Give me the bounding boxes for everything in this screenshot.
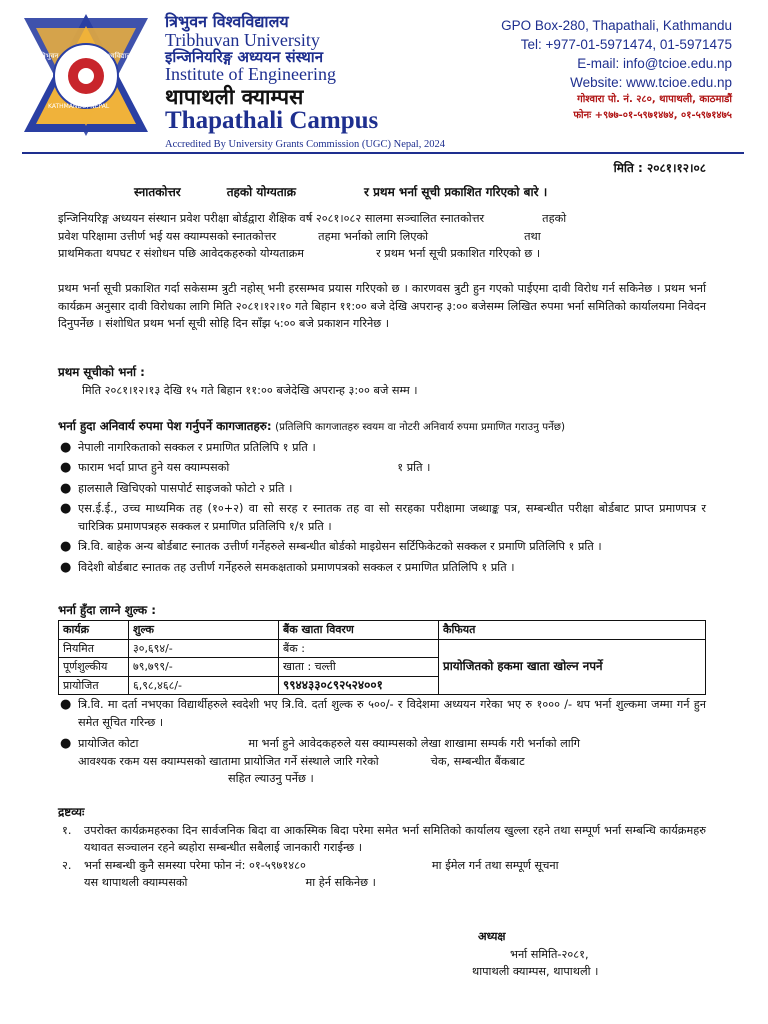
intro-line-2a: प्रवेश परिक्षामा उत्तीर्ण भई यस क्याम्पसको स्नातकोत्तर: [58, 229, 277, 243]
intro-line-1a: इन्जिनियरिङ्ग अध्ययन संस्थान प्रवेश परीक्षा बोर्डद्वारा शैक्षिक वर्ष २०८१।०८२ सालमा सञ्चालित स्नातकोत्तर: [58, 212, 485, 225]
notice-date: मिति : २०८१।१२।०८: [613, 161, 706, 175]
signature-block: [472, 928, 598, 981]
list-item: ● त्रि.वि. मा दर्ता नभएका विद्यार्थीहरुले स्वदेशी भए त्रि.वि. दर्ता शुल्क रु ५००/- र विदेशमा अध्ययन गरेका भए रु १००० /- थप भर्ना शुल्कमा जम्मा गर्न हुन समेत सूचित गरिन्छ ।: [60, 697, 706, 729]
phone-numbers-np: फोनः +९७७-०१-५९७१४७४, ०१-५९७१४७५: [573, 110, 732, 121]
fee-table-header: [59, 621, 706, 640]
email-link[interactable]: E-mail: info@tcioe.edu.np: [577, 56, 732, 71]
first-list-heading: प्रथम सूचीको भर्ना :: [58, 365, 145, 379]
university-name-en: Tribhuvan University: [165, 29, 320, 50]
letterhead: [0, 0, 768, 152]
first-list-section: [58, 364, 706, 399]
notes-heading: द्रष्टव्यः: [58, 805, 85, 819]
subject-part-2: तहको योग्यताक्र: [226, 185, 296, 199]
institute-name-np: इन्जिनियरिङ्ग अध्ययन संस्थान: [165, 47, 324, 66]
col-fee: शुल्क: [129, 621, 279, 640]
bank-account-number: ९९४४३३०८९२५२४००१: [279, 676, 439, 695]
institution-block: [165, 14, 465, 150]
documents-list: [58, 439, 706, 577]
postal-address-np: गोश्वारा पो. नं. २८०, थापाथली, काठमाडौं: [577, 94, 732, 105]
subject-part-1: स्नातकोत्तर: [134, 185, 181, 199]
fees-heading: भर्ना हुँदा लाग्ने शुल्क :: [58, 603, 156, 617]
claims-paragraph: प्रथम भर्ना सूची प्रकाशित गर्दा सकेसम्म त्रुटी नहोस् भनी हरसम्भव प्रयास गरिएको छ । कारणवस त्रुटी हुन गएको पाईएमा दावी विरोध गर्न सकिनेछ । प्रथम भर्ना कार्यक्रम अनुसार दावी विरोधका लागि मिति २०८१।१२।१० गते बिहान ११:०० बजे देखि अपरान्ह ३:०० बजेसम्म लिखित रुपमा भर्ना समितिको कार्यालयमा निवेदन दिनुपर्नेछ । संशोधित प्रथम भर्ना सूची सोहि दिन साँझ ५:०० बजे प्रकाशन गरिनेछ ।: [58, 282, 706, 330]
header-divider: [22, 152, 744, 154]
campus-name-np: थापाथली क्याम्पस: [165, 85, 304, 110]
institute-name-en: Institute of Engineering: [165, 64, 336, 85]
fee-remark: प्रायोजितको हकमा खाता खोल्न नपर्ने: [439, 639, 706, 695]
notes-section: [58, 804, 706, 892]
documents-heading: भर्ना हुदा अनिवार्य रुपमा पेश गर्नुपर्ने कागजातहरु:: [58, 419, 272, 433]
intro-line-3a: प्राथमिकता थपघट र संशोधन पछि आवेदकहरुको योग्यताक्रम: [58, 247, 305, 260]
subject-part-3: र प्रथम भर्ना सूची प्रकाशित गरिएको बारे ।: [364, 185, 548, 199]
documents-note: (प्रतिलिपि कागजातहरु स्वयम वा नोटरी अनिवार्य रुपमा प्रमाणित गराउनु पर्नेछ): [275, 421, 565, 433]
list-item: ● नेपाली नागरिकताको सक्कल र प्रमाणित प्रतिलिपि १ प्रति ।: [60, 439, 316, 455]
table-row: नियमित ३०,६९४/- बैंक : प्रायोजितको हकमा खाता खोल्न नपर्ने: [59, 639, 706, 658]
intro-line-3b: र प्रथम भर्ना सूची प्रकाशित गरिएको छ ।: [376, 247, 541, 260]
signatory-title: अध्यक्ष: [478, 930, 506, 943]
first-list-schedule: मिति २०८१।१२।१३ देखि १५ गते बिहान ११:०० बजेदेखि अपरान्ह ३:०० बजे सम्म ।: [82, 383, 418, 397]
logo-text-right: विश्वविद्यालय: [102, 52, 136, 60]
list-item: ● एस.ई.ई., उच्च माध्यमिक तह (१०+२) वा सो सरह र स्नातक तह वा सो सरहका परीक्षामा जब्धाङ्क पत्र, सम्बन्धीत परीक्षा बोर्डबाट प्राप्त प्रमाणपत्र र चारित्रिक प्रमाणपत्रहरु सक्कल र प्रमाणित प्रतिलिपि १/१ प्रति ।: [60, 501, 706, 533]
list-item: ● प्रायोजित कोटा मा भर्ना हुने आवेदकहरुले यस क्याम्पसको लेखा शाखामा सम्पर्क गरी भर्नाको लागि आवश्यक रकम यस क्याम्पसको खातामा प्रायोजित गर्ने संस्थाले जारि गरेको चेक, सम्बन्धीत बैंकबाट सहित ल्याउनु पर्नेछ ।: [60, 736, 581, 785]
phone-numbers: Tel: +977-01-5971474, 01-5971475: [520, 37, 732, 52]
university-name-np: त्रिभुवन विश्वविद्यालय: [165, 12, 289, 31]
list-item: ● विदेशी बोर्डबाट स्नातक तह उत्तीर्ण गर्नेहरुले समकक्षताको प्रमाणपत्रको सक्कल र प्रमाणित प्रतिलिपि १ प्रति ।: [60, 559, 515, 575]
accreditation-text: Accredited By University Grants Commission (UGC) Nepal, 2024: [165, 138, 445, 150]
list-item: २. भर्ना सम्बन्धी कुनै समस्या परेमा फोन नं: ०१-५९७१४८० मा ईमेल गर्न तथा सम्पूर्ण सूचना यस थापाथली क्याम्पसको मा हेर्न सकिनेछ ।: [62, 858, 559, 889]
list-item: १. उपरोक्त कार्यक्रमहरुका दिन सार्वजनिक बिदा वा आकस्मिक बिदा परेमा समेत भर्ना समितिको कार्यालय खुल्ला रहने तथा सम्पूर्ण भर्ना सम्बन्धि कार्यक्रमहरु यथावत सञ्चालन रहने ब्यहोरा सम्बन्धीत सबैलाई जानकारी गराईन्छ ।: [62, 823, 706, 854]
fee-notes: [58, 696, 706, 791]
list-item: ● त्रि.वि. बाहेक अन्य बोर्डबाट स्नातक उत्तीर्ण गर्नेहरुले सम्बन्धीत बोर्डको माइग्रेसन सर्टिफिकेटको सक्कल र प्रमाणि प्रतिलिपि १ प्रति ।: [60, 539, 602, 554]
postal-address: GPO Box-280, Thapathali, Kathmandu: [501, 18, 732, 33]
intro-line-2c: तथा: [524, 229, 541, 243]
list-item: ● हालसालै खिचिएको पासपोर्ट साइजको फोटो २ प्रति ।: [60, 480, 293, 496]
intro-line-1b: तहको: [542, 212, 567, 225]
col-program: कार्यक्र: [59, 621, 129, 640]
campus-name-en: Thapathali Campus: [165, 107, 379, 135]
table-row: प्रायोजित ६,९८,४६८/- ९९४४३३०८९२५२४००१: [59, 676, 706, 695]
documents-section: [58, 418, 706, 579]
fee-table: [58, 620, 706, 695]
col-remark: कैफियत: [439, 621, 706, 640]
list-item: ● फाराम भर्दा प्राप्त हुने यस क्याम्पसको १ प्रति ।: [60, 460, 431, 475]
university-logo: [22, 12, 150, 138]
contact-block: [432, 16, 732, 124]
notice-subject: [134, 184, 547, 202]
intro-line-2b: तहमा भर्नाको लागि लिएको: [318, 229, 429, 243]
website-link[interactable]: Website: www.tcioe.edu.np: [570, 75, 732, 90]
table-row: पूर्णशुल्कीय ७९,७९९/- खाता : चल्ती: [59, 658, 706, 677]
logo-text-bottom: KATHMANDU, NEPAL: [48, 103, 110, 110]
signatory-committee: भर्ना समिति-२०८१,: [510, 947, 589, 961]
col-bank: बैंक खाता विवरण: [279, 621, 439, 640]
logo-text-left: त्रिभुवन: [40, 52, 59, 60]
signatory-campus: थापाथली क्याम्पस, थापाथली ।: [472, 965, 599, 978]
intro-paragraph: [58, 210, 706, 263]
